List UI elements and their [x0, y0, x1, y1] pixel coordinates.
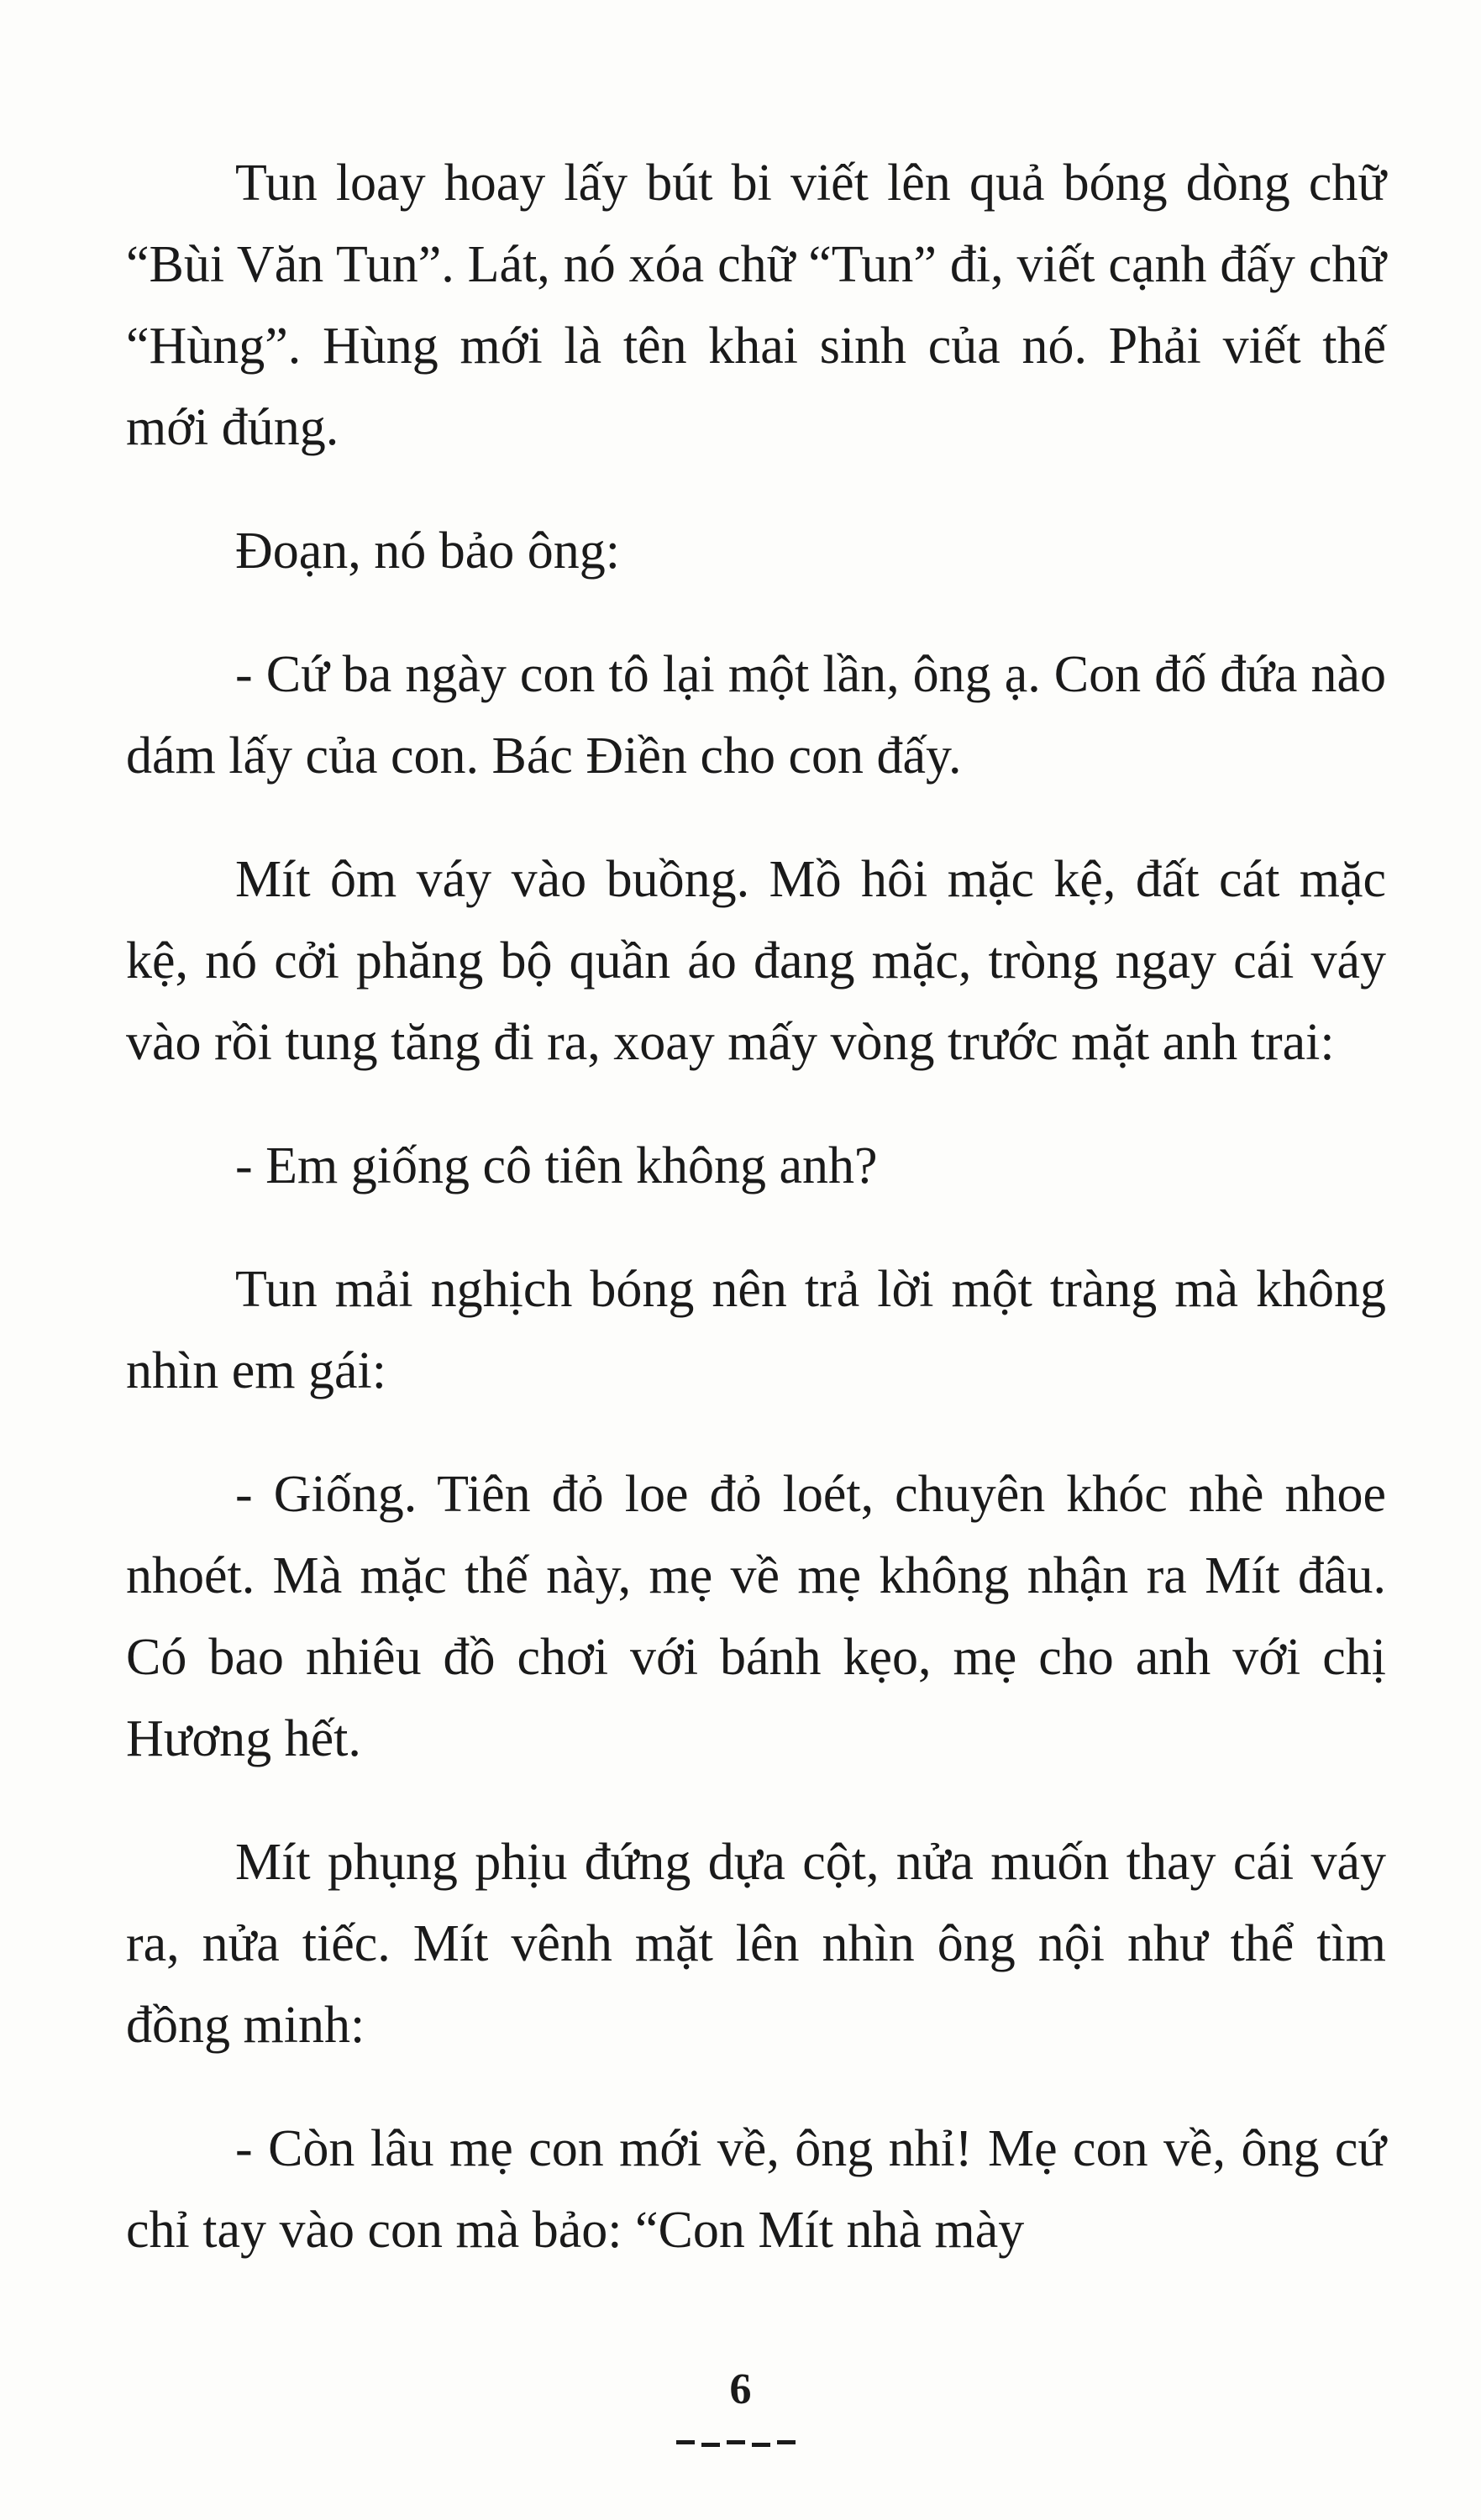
page-number-ornament: [676, 2436, 811, 2448]
page-number: 6: [729, 2365, 752, 2413]
paragraph-7: - Giống. Tiên đỏ loe đỏ loét, chuyên khóc nhè nhoe nhoét. Mà mặc thế này, mẹ về mẹ không nhận ra Mít đâu. Có bao nhiêu đồ chơi với bánh kẹo, mẹ cho anh với chị Hương hết.: [126, 1466, 1386, 1767]
paragraph-3: - Cứ ba ngày con tô lại một lần, ông ạ. Con đố đứa nào dám lấy của con. Bác Điền cho con đấy.: [126, 646, 1386, 785]
paragraph-2: Đoạn, nó bảo ông:: [235, 522, 621, 580]
paragraph-9: - Còn lâu mẹ con mới về, ông nhỉ! Mẹ con về, ông cứ chỉ tay vào con mà bảo: “Con Mít nhà mày: [126, 2120, 1386, 2259]
paragraph-6: Tun mải nghịch bóng nên trả lời một tràng mà không nhìn em gái:: [126, 1261, 1386, 1399]
paragraph-4: Mít ôm váy vào buồng. Mồ hôi mặc kệ, đất cát mặc kệ, nó cởi phăng bộ quần áo đang mặc, tròng ngay cái váy vào rồi tung tăng đi ra, xoay mấy vòng trước mặt anh trai:: [126, 851, 1386, 1071]
paragraph-1: Tun loay hoay lấy bút bi viết lên quả bóng dòng chữ “Bùi Văn Tun”. Lát, nó xóa chữ “Tun” đi, viết cạnh đấy chữ “Hùng”. Hùng mới là tên khai sinh của nó. Phải viết thế mới đúng.: [126, 155, 1386, 456]
paragraph-5: - Em giống cô tiên không anh?: [235, 1137, 878, 1194]
paragraph-8: Mít phụng phịu đứng dựa cột, nửa muốn thay cái váy ra, nửa tiếc. Mít vênh mặt lên nhìn ông nội như thể tìm đồng minh:: [126, 1834, 1386, 2054]
story-text: [126, 143, 1386, 2313]
